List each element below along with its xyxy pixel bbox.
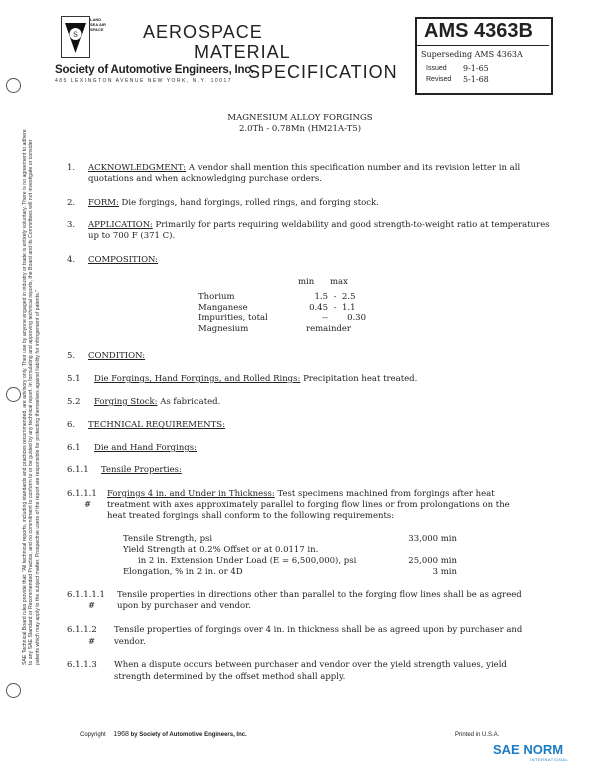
section-form	[88, 198, 550, 209]
s5-number: 5.	[67, 351, 76, 361]
title-material: MATERIAL	[194, 42, 291, 62]
s61111-revision-mark: #	[88, 601, 96, 611]
composition-table	[198, 292, 366, 334]
s6-heading: TECHNICAL REQUIREMENTS:	[88, 420, 225, 430]
footer-copyright	[80, 731, 247, 738]
side-notice-text: SAE Technical Board rules provide that: "All technical reports, including standards and practices recommended, are advisory only. Their use by anyone engaged in industry or trade is entirely voluntary. There is no agreement to adhere to any SAE Standard or Recommended Practice, and no commitment to conform to or be guided by any technical report. In formulating and approving technical reports, the Board and its Committees will not investigate or consider patents which may apply to the subject matter. Prospective users of the report are responsible for protecting themselves against liability for infringement of patents."	[22, 129, 41, 665]
s2-text: Die forgings, hand forgings, rolled rings, and forging stock.	[121, 198, 379, 208]
svg-text:S: S	[73, 31, 78, 39]
comp-col-min: min	[298, 277, 315, 287]
copyright-holder: by Society of Automotive Engineers, Inc.	[130, 732, 247, 738]
s6111-number: 6.1.1.1	[67, 489, 97, 499]
comp-col-max: max	[330, 277, 348, 287]
doc-title: MAGNESIUM ALLOY FORGINGS	[227, 113, 373, 123]
s3-text: Primarily for parts requiring weldability and good strength-to-weight ratio at temperatures up to 700 F (371 C).	[88, 220, 550, 241]
s2-heading: FORM:	[88, 198, 119, 208]
s6113-number: 6.1.1.3	[67, 660, 97, 670]
logo-motto: LAND SEA AIR SPACE	[90, 17, 106, 32]
ams-number: AMS 4363B	[424, 20, 533, 42]
comp-max: 2.5	[342, 292, 356, 302]
s6111-heading: Forgings 4 in. and Under in Thickness:	[107, 489, 275, 499]
s6112-text-l1: Tensile properties of forgings over 4 in. in thickness shall be as agreed upon by purchaser and	[114, 625, 523, 635]
s61111-text-l2: upon by purchaser and vendor.	[117, 601, 251, 611]
s2-number: 2.	[67, 198, 76, 208]
org-name: Society of Automotive Engineers, Inc.	[55, 64, 254, 76]
sae-logo	[61, 16, 90, 58]
prop-label: Elongation, % in 2 in. or 4D	[123, 567, 243, 577]
title-aerospace: AEROSPACE	[143, 22, 263, 42]
s6112-number: 6.1.1.2	[67, 625, 97, 635]
s61-heading: Die and Hand Forgings:	[94, 443, 197, 453]
s6-number: 6.	[67, 420, 76, 430]
prop-value: 33,000 min	[408, 534, 457, 544]
revised-date: 5-1-68	[463, 75, 489, 84]
table-row	[198, 324, 366, 335]
s6113-text-l1: When a dispute occurs between purchaser and vendor over the yield strength values, yield	[114, 660, 507, 670]
comp-min: --	[322, 313, 328, 323]
s6111-text-l2: treatment with axes approximately parallel to forging flow lines or from prolongations on the	[107, 500, 510, 510]
comp-element: Magnesium	[198, 323, 249, 334]
comp-max: 1.1	[342, 302, 356, 313]
s611-heading: Tensile Properties:	[101, 465, 182, 475]
s51-heading: Die Forgings, Hand Forgings, and Rolled Rings:	[94, 374, 301, 384]
s6112-text-l2: vendor.	[114, 637, 146, 647]
s51-text: Precipitation heat treated.	[303, 374, 418, 384]
s6111-text-l3: heat treated forgings shall conform to the following requirements:	[107, 511, 395, 521]
doc-subtitle: 2.0Th - 0.78Mn (HM21A-T5)	[238, 124, 362, 134]
side-notice	[22, 125, 41, 665]
s51-number: 5.1	[67, 374, 81, 384]
issued-date: 9-1-65	[463, 64, 489, 73]
s6112-revision-mark: #	[88, 637, 96, 647]
comp-dash: -	[333, 292, 337, 302]
punch-hole-bottom	[6, 683, 21, 698]
section-acknowledgment	[88, 163, 550, 185]
org-address: 485 LEXINGTON AVENUE NEW YORK, N.Y. 10017	[55, 78, 233, 84]
comp-dash: -	[333, 302, 337, 313]
comp-element: Impurities, total	[198, 313, 268, 323]
watermark-subtitle: INTERNATIONAL	[530, 757, 569, 762]
comp-max: 0.30	[347, 313, 366, 323]
section-application	[88, 220, 550, 242]
s4-heading: COMPOSITION:	[88, 255, 159, 265]
s61111-number: 6.1.1.1.1	[67, 590, 105, 600]
comp-dash	[328, 313, 342, 324]
section-5-2	[94, 397, 550, 408]
punch-hole-top	[6, 78, 21, 93]
prop-value: 3 min	[432, 567, 457, 577]
s611-number: 6.1.1	[67, 465, 89, 475]
watermark-logo: SAE NORM	[493, 742, 564, 757]
copyright-year: 1968	[113, 731, 129, 738]
prop-label: Tensile Strength, psi	[123, 534, 213, 544]
prop-value: 25,000 min	[408, 556, 457, 566]
comp-element: Manganese	[198, 302, 248, 313]
s6113-text-l2: strength determined by the offset method shall apply.	[114, 672, 346, 682]
s1-number: 1.	[67, 163, 76, 173]
title-specification: SPECIFICATION	[248, 62, 398, 82]
s52-text: As fabricated.	[160, 397, 221, 407]
s6111-revision-mark: #	[84, 500, 92, 510]
section-6-1-1-1	[107, 489, 552, 500]
footer-printed: Printed in U.S.A.	[455, 732, 500, 738]
table-row	[198, 303, 366, 314]
s3-number: 3.	[67, 220, 76, 230]
s6111-text-l1: Test specimens machined from forgings after heat	[277, 489, 495, 499]
comp-element: Thorium	[198, 292, 235, 302]
table-row	[198, 313, 366, 324]
punch-hole-middle	[6, 387, 21, 402]
s3-heading: APPLICATION:	[88, 220, 153, 230]
section-5-1	[94, 374, 550, 385]
s61-number: 6.1	[67, 443, 81, 453]
table-row	[198, 292, 366, 303]
superseding-note: Superseding AMS 4363A	[421, 50, 523, 59]
copyright-label: Copyright	[80, 732, 106, 738]
s52-number: 5.2	[67, 397, 81, 407]
prop-label: Yield Strength at 0.2% Offset or at 0.0117 in.	[123, 545, 319, 555]
comp-min: 1.5	[314, 292, 328, 302]
s1-heading: ACKNOWLEDGMENT:	[88, 163, 187, 173]
comp-min: 0.45	[309, 302, 328, 313]
prop-label: in 2 in. Extension Under Load (E = 6,500,000), psi	[138, 556, 357, 566]
s1-text: A vendor shall mention this specification number and its revision letter in all quotations and when acknowledging purchase orders.	[88, 163, 521, 184]
comp-min: remainder	[306, 323, 351, 334]
s4-number: 4.	[67, 255, 76, 265]
s5-heading: CONDITION:	[88, 351, 146, 361]
revised-label: Revised	[426, 76, 452, 83]
issued-label: Issued	[426, 65, 447, 72]
s61111-text-l1: Tensile properties in directions other than parallel to the forging flow lines shall be as agreed	[117, 590, 522, 600]
s52-heading: Forging Stock:	[94, 397, 158, 407]
